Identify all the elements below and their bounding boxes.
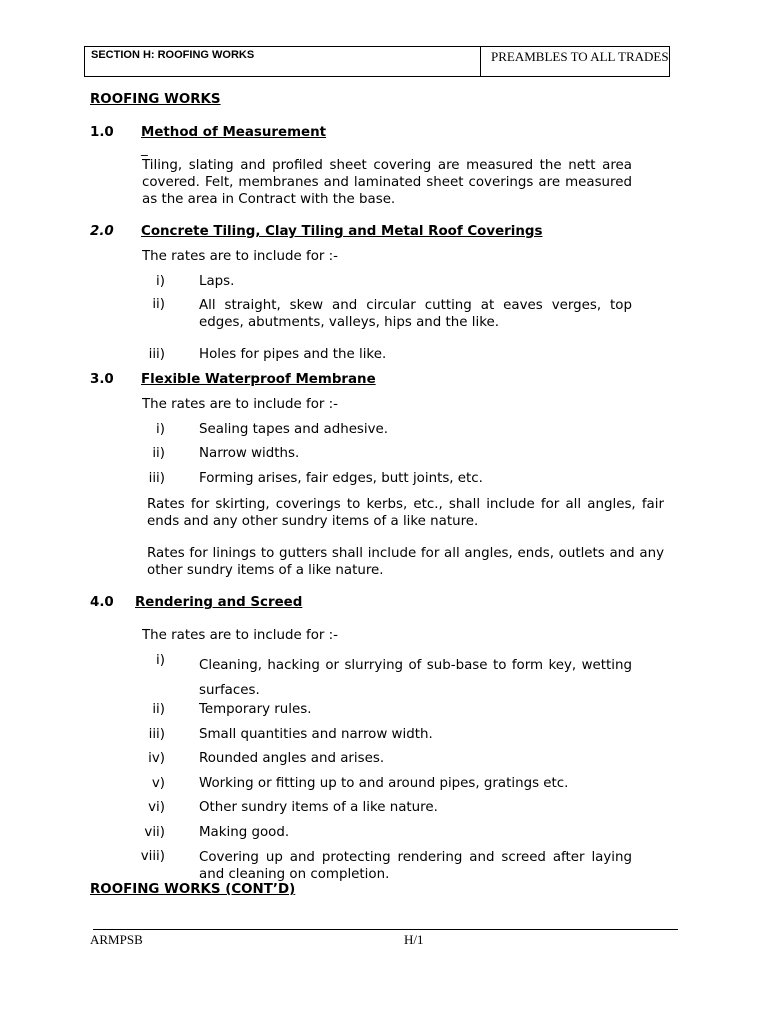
section-3-paragraph: Rates for linings to gutters shall include for all angles, ends, outlets and any other sundry items of a like nature.: [147, 546, 664, 578]
list-item-number: i): [156, 653, 165, 668]
section-1-text: Tiling, slating and profiled sheet covering are measured the nett area covered. Felt, membranes and laminated sheet coverings are measured as the area in Contract with the base.: [142, 158, 632, 207]
preambles-label: PREAMBLES TO ALL TRADES: [491, 49, 669, 64]
list-item-text: Laps.: [199, 274, 235, 289]
header-divider: [480, 47, 481, 76]
list-item-text: Sealing tapes and adhesive.: [199, 422, 389, 437]
list-item-text: Rounded angles and arises.: [199, 751, 385, 766]
section-1-number: 1.0: [90, 125, 114, 140]
page-number: H/1: [404, 932, 424, 947]
section-4-intro: The rates are to include for :-: [142, 628, 338, 643]
list-item-number: viii): [140, 849, 165, 864]
list-item-number: ii): [152, 446, 165, 461]
list-item-number: iii): [148, 347, 165, 362]
list-item-text: Holes for pipes and the like.: [199, 347, 387, 362]
list-item-number: iv): [148, 751, 165, 766]
footer-rule: [93, 929, 678, 930]
list-item-text: Small quantities and narrow width.: [199, 727, 433, 742]
list-item-text: Other sundry items of a like nature.: [199, 800, 438, 815]
list-item-number: i): [156, 274, 165, 289]
section-3-number: 3.0: [90, 372, 114, 387]
section-3-heading: Flexible Waterproof Membrane: [141, 372, 376, 387]
list-item-number: vii): [144, 825, 165, 840]
list-item-text: Cleaning, hacking or slurrying of sub-base to form key, wetting surfaces.: [199, 658, 632, 698]
section-3-intro: The rates are to include for :-: [142, 397, 338, 412]
list-item-number: vi): [148, 800, 165, 815]
section-1-heading: Method of Measurement: [141, 125, 327, 140]
list-item-text: Temporary rules.: [199, 702, 312, 717]
section-2-number: 2.0: [90, 224, 114, 239]
document-title: ROOFING WORKS: [90, 92, 221, 107]
list-item-number: v): [151, 776, 165, 791]
section-header-box: [84, 46, 670, 77]
section-3-paragraph: Rates for skirting, coverings to kerbs, etc., shall include for all angles, fair ends and any other sundry items of a like nature.: [147, 497, 664, 529]
list-item-number: iii): [148, 471, 165, 486]
footer-left: ARMPSB: [90, 932, 143, 947]
list-item-number: ii): [152, 297, 165, 312]
list-item-number: iii): [148, 727, 165, 742]
list-item-text: Covering up and protecting rendering and screed after laying and cleaning on completion.: [199, 850, 632, 882]
list-item-text: Working or fitting up to and around pipes, gratings etc.: [199, 776, 569, 791]
list-item-text: Making good.: [199, 825, 290, 840]
list-item-text: Forming arises, fair edges, butt joints, etc.: [199, 471, 483, 486]
list-item-number: ii): [152, 702, 165, 717]
section-2-heading: Concrete Tiling, Clay Tiling and Metal Roof Coverings: [141, 224, 543, 239]
list-item-text: All straight, skew and circular cutting at eaves verges, top edges, abutments, valleys, hips and the like.: [199, 298, 632, 330]
section-4-heading: Rendering and Screed: [135, 595, 303, 610]
list-item-number: i): [156, 422, 165, 437]
section-4-number: 4.0: [90, 595, 114, 610]
section-title: SECTION H: ROOFING WORKS: [91, 49, 255, 61]
list-item-text: Narrow widths.: [199, 446, 300, 461]
section-1-marker: _: [141, 142, 148, 157]
section-2-intro: The rates are to include for :-: [142, 249, 338, 264]
continued-heading: ROOFING WORKS (CONT’D): [90, 882, 296, 897]
